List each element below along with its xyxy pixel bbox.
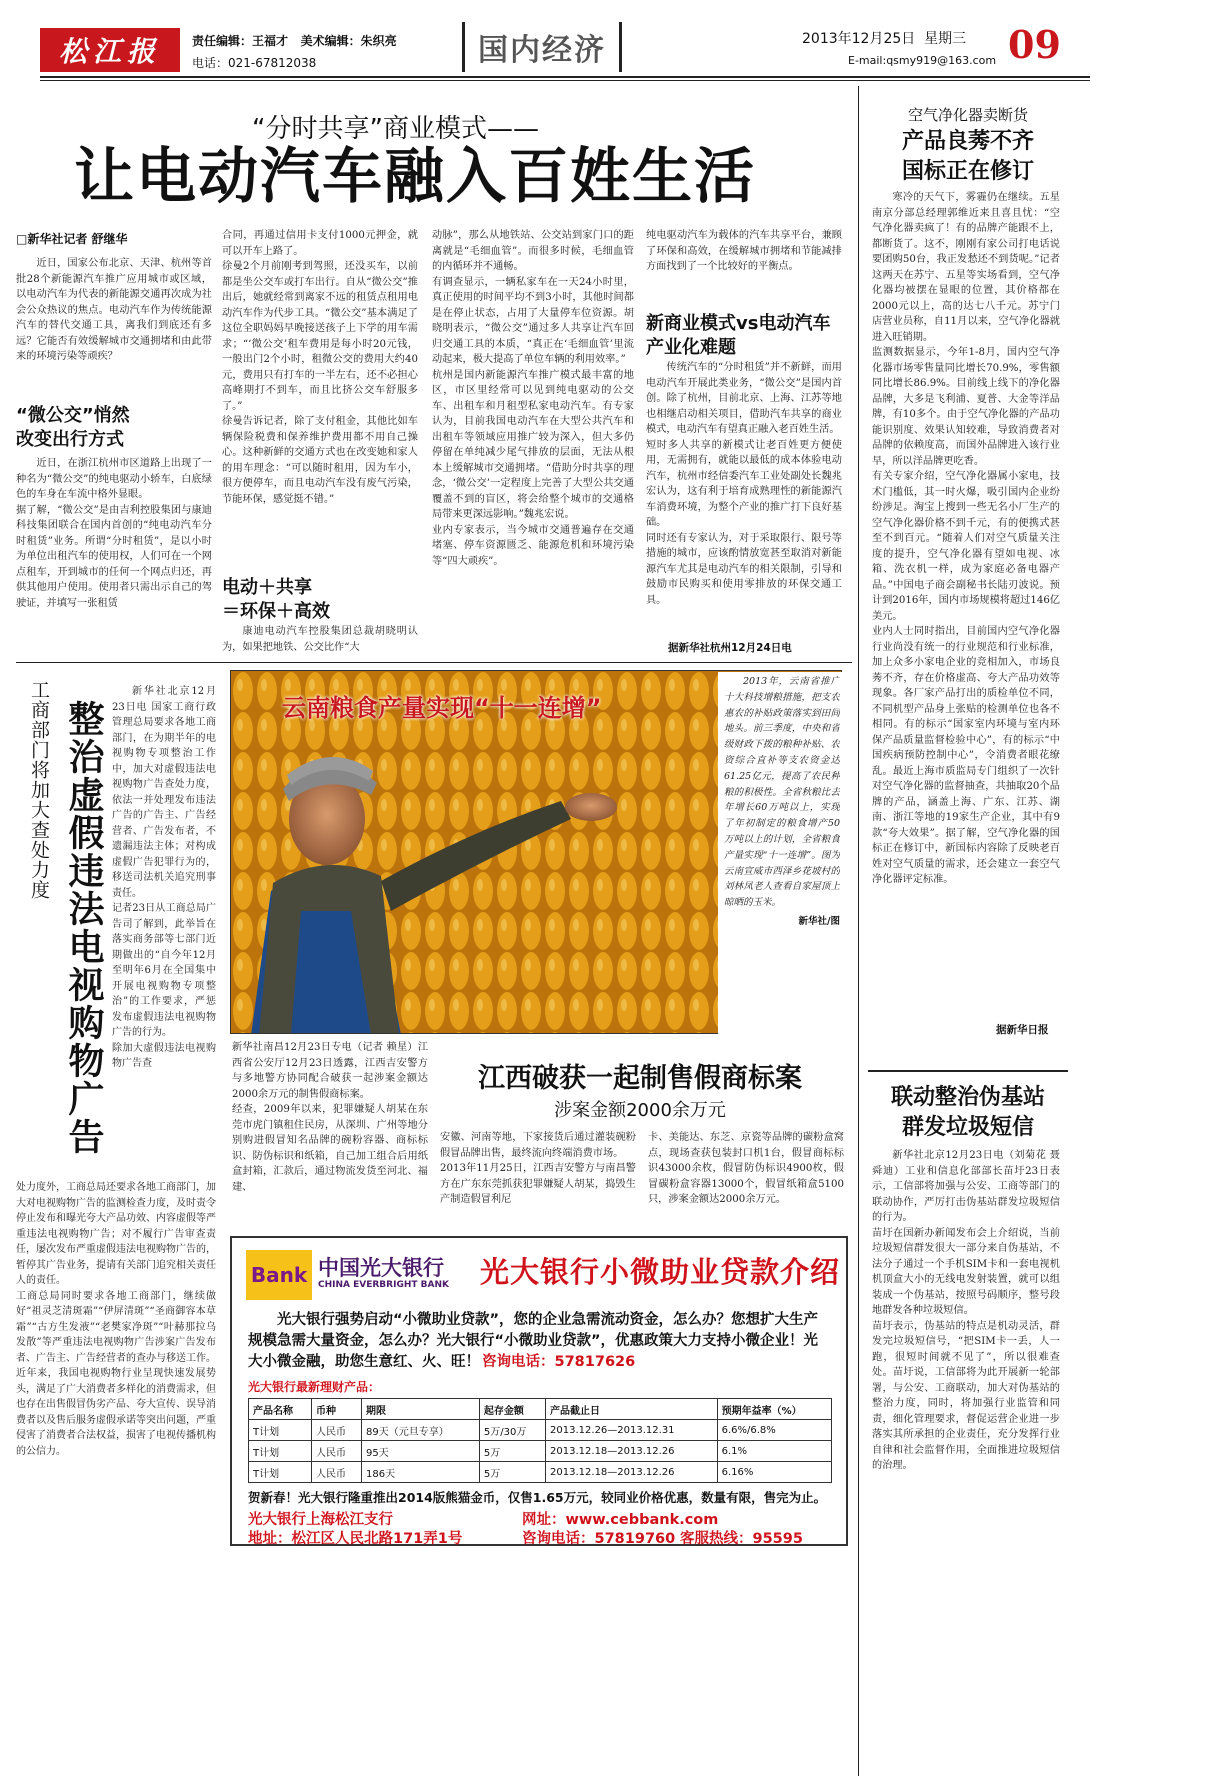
- main-headline: 让电动汽车融入百姓生活: [74, 142, 756, 212]
- photo-text: 2013年，云南省推广十大科技增粮措施，把支农惠农的补贴政策落实到田间地头。前三季度，中央和省级财政下拨的粮种补贴、农资综合直补等支农资金达61.25亿元，提高了农民种粮的积极性。全省秋粮比去年增长60万吨以上，实现了年初制定的粮食增产50万吨以上的计划，全省粮食产量实现“十一连增”。图为云南宣威市西泽乡花坡村的刘林凤老人查看自家屋顶上晾晒的玉米。: [724, 676, 840, 909]
- bank-logo: [246, 1250, 312, 1300]
- table-cell: 2013.12.18—2013.12.26: [546, 1441, 718, 1462]
- main-kicker: “分时共享”商业模式——: [252, 114, 539, 144]
- photo-textbox: [718, 672, 842, 1034]
- table-cell: 89天（元旦专享）: [362, 1420, 480, 1441]
- jx-title: 江西破获一起制售假商标案: [478, 1063, 802, 1094]
- jx-col1: 新华社南昌12月23日专电（记者 赖星）江西省公安厅12月23日透露，江西吉安警方与多地警方协同配合破获一起涉案金额达2000余万元的制售假商标案。 经查，2009年以来，犯罪嫌疑人胡某在东莞市虎门镇租住民房，从深圳、广州等地分别购进假冒知名品牌的碗粉容器、商标标识、防伪标识和纸箱，自己加工组合后用纸盒封箱，汇款后，通过物流发货至河北、福建、: [232, 1042, 428, 1193]
- main-col4b: 传统汽车的“分时租赁”并不新鲜，而用电动汽车开展此类业务，“微公交”是国内首创。除了杭州，目前北京、上海、江苏等地也相继启动相关项目，借助汽车共享的商业模式，电动汽车有望真正融入老百姓生活。 短时多人共享的新模式让老百姓更方便使用，无需拥有，就能以最低的成本体验电动汽车，杭州市经信委汽车工业处副处长魏兆宏认为，这有利于培育成熟理性的新能源汽车消费环境，为整个产业的推广打下良好基础。 同时还有专家认为，对于采取限行、限号等措施的城市，应该酌情放宽甚至取消对新能源汽车尤其是电动汽车的相关限制，引导和鼓励市民购买和使用零排放的环保交通工具。: [646, 362, 842, 606]
- tv-body: 新华社北京12月23日电 国家工商行政管理总局要求各地工商部门，在为期半年的电视购物专项整治工作中，加大对虚假违法电视购物广告查处力度，依法一并处理发布违法广告的广告主、广告经营者、广告发布者，不遗漏违法主体；对构成虚假广告犯罪行为的，移送司法机关追究刑事责任。 记者23日从工商总局广告司了解到，此举旨在落实商务部等七部门近期做出的“自今年12月至明年6月在全国集中开展电视购物专项整治”的工作要求，严惩发布虚假违法电视购物广告的行为。 除加大虚假违法电视购物广告查: [112, 686, 216, 1069]
- ad-phone: 咨询电话：57817626: [482, 1354, 636, 1370]
- table-cell: 2013.12.26—2013.12.31: [546, 1420, 718, 1441]
- table-cell: T计划: [249, 1420, 312, 1441]
- sub-heading-3: 新商业模式vs电动汽车 产业化难题: [646, 313, 831, 358]
- logo-text: 松江报: [58, 35, 161, 68]
- jx-col3: 卡、美能达、东芝、京瓷等品牌的碳粉盒窝点，现场查获包装封口机1台，假冒商标标识43000余枚，假冒防伪标识4900枚，假冒碳粉盒容器13000个，假冒纸箱盒5100只，涉案金额达2000余万元。: [648, 1132, 844, 1205]
- col-header: 产品截止日: [546, 1399, 718, 1420]
- table-cell: 人民币: [311, 1462, 361, 1483]
- section-title: [462, 22, 622, 72]
- main-dateline: 据新华社杭州12月24日电: [668, 642, 792, 654]
- ad-hotline: 客服热线：95595: [680, 1531, 803, 1547]
- table-cell: 人民币: [311, 1441, 361, 1462]
- table-cell: 6.1%: [717, 1441, 831, 1462]
- bank-ad: [230, 1236, 848, 1546]
- col-header: 币种: [311, 1399, 361, 1420]
- photo-credit: 新华社/图: [798, 915, 840, 927]
- table-cell: 人民币: [311, 1420, 361, 1441]
- sidebar2-title: 联动整治伪基站 群发垃圾短信: [890, 1084, 1045, 1140]
- col-header: 期限: [362, 1399, 480, 1420]
- jx-col2: 安徽、河南等地，下家接货后通过灌装碗粉假冒品牌出售，最终流向终端消费市场。 2013年11月25日，江西吉安警方与南昌警方在广东东莞抓获犯罪嫌疑人胡某，捣毁生产制造假冒利尼: [440, 1132, 636, 1205]
- sub-heading-2: 电动＋共享 ＝环保＋高效: [222, 577, 330, 622]
- table-row: [249, 1420, 832, 1441]
- tv-headline: 整治虚假违法电视购物广告: [63, 700, 104, 1156]
- product-table: [248, 1398, 832, 1483]
- table-row: [249, 1441, 832, 1462]
- editor-name: 责任编辑：王福才: [192, 34, 289, 48]
- col-header: 产品名称: [249, 1399, 312, 1420]
- col-header: 起存金额: [479, 1399, 545, 1420]
- masthead-rule: [40, 76, 1090, 78]
- page-number: 09: [1008, 22, 1061, 67]
- tv-vertical-kicker: 工商部门将加大查处力度: [28, 680, 50, 900]
- main-col2: 合同，再通过信用卡支付1000元押金，就可以开车上路了。 徐曼2个月前刚考到驾照，还没买车，以前都是坐公交车或打车出行。自从“微公交”推出后，她就经常到离家不远的租赁点租用电动汽车作为代步工具。“微公交”基本满足了这位全职妈妈早晚接送孩子上下学的用车需求；“‘微公交’租车费用是每小时20元钱，一般出门2个小时，租微公交的费用大约40元，费用只有打车的一半左右，还不必担心高峰期打不到车，而且比挤公交车舒服多了。” 徐曼告诉记者，除了支付租金，其他比如车辆保险税费和保养维护费用都不用自己操心。这种新鲜的交通方式也在改变她和家人的用车理念：“可以随时租用，因为车小，很方便停车，而且电动汽车没有废气污染，节能环保，感觉挺不错。”: [222, 230, 418, 505]
- sidebar1-title: 产品良莠不齐 国标正在修订: [901, 128, 1034, 184]
- table-cell: 2013.12.18—2013.12.26: [546, 1462, 718, 1483]
- sidebar-divider: [858, 86, 859, 1776]
- masthead-phone: 电话：021-67812038: [192, 56, 317, 70]
- bank-name-en: CHINA EVERBRIGHT BANK: [318, 1280, 449, 1290]
- ad-branch: 光大银行上海松江支行: [248, 1512, 393, 1528]
- masthead-email: E-mail:qsmy919@163.com: [848, 54, 997, 67]
- table-cell: 5万/30万: [479, 1420, 545, 1441]
- main-col1: 近日，国家公布北京、天津、杭州等首批28个新能源汽车推广应用城市或区域，以电动汽车为代表的新能源交通再次成为社会公众热议的焦点。电动汽车作为传统能源汽车的替代交通工具，离我们到底还有多远？它能否有效缓解城市交通拥堵和由此带来的环境污染等顽疾？: [16, 258, 212, 362]
- ad-intro: [248, 1310, 828, 1373]
- product-table-header: [249, 1399, 832, 1420]
- art-editor-name: 美术编辑：朱织亮: [300, 34, 397, 48]
- editor-line: [192, 32, 397, 49]
- issue-date: [802, 28, 966, 48]
- table-cell: 5万: [479, 1462, 545, 1483]
- col-header: 预期年益率（%）: [717, 1399, 831, 1420]
- tv-body2: 处力度外，工商总局还要求各地工商部门，加大对电视购物广告的监测检查力度，及时责令停止发布和曝光夸大产品功效、内容虚假等严重违法电视购物广告；对不履行广告审查责任，屡次发布严重虚假违法电视购物广告的，暂停其广告业务，提请有关部门追究相关责任人的责任。 工商总局同时要求各地工商部门，继续做好“祖灵芝清斑霜”“伊屏清斑”“圣商御容本草霜”“古方生发液”“老樊家净斑”“叶赫那拉乌发散”等严重违法电视购物广告涉案广告发布者、广告主、广告经营者的查办与移送工作。 近年来，我国电视购物行业呈现快速发展势头，满足了广大消费者多样化的消费需求，但也存在出售假冒伪劣产品、夸大宣传、误导消费者以及售后服务虚假承诺等突出问题，严重侵害了消费者合法权益，损害了电视传播机构的公信力。: [16, 1182, 216, 1457]
- ad-table-title: 光大银行最新理财产品：: [248, 1380, 381, 1394]
- jx-subtitle: 涉案金额2000余万元: [554, 1100, 726, 1121]
- main-byline: □新华社记者 舒继华: [16, 232, 128, 246]
- photo-caption: 云南粮食产量实现“十一连增”: [282, 694, 602, 722]
- table-cell: 95天: [362, 1441, 480, 1462]
- sidebar2-body: 新华社北京12月23日电（刘菊花 聂舜迪）工业和信息化部部长苗圩23日表示，工信部将加强与公安、工商等部门的联动协作，严厉打击伪基站群发垃圾短信的行为。 苗圩在国新办新闻发布会上介绍说，当前垃圾短信群发很大一部分来自伪基站，不法分子通过一个手机SIM卡和一套电视机机顶盒大小的无线电发射装置，就可以组装成一个伪基站，按照号码顺序，整号段地群发各种垃圾短信。 苗圩表示，伪基站的特点是机动灵活，群发完垃圾短信号，“把SIM卡一丢，人一跑，很短时间就不见了”，所以很难查处。苗圩说，工信部将为此开展新一轮部署，与公安、工商联动，加大对伪基站的整治力度，同时，将加强行业监管和同责，细化管理要求，督促运营企业进一步落实其所承担的企业责任，充分发挥行业自律和社会监督作用，全面推进垃圾短信的治理。: [872, 1150, 1060, 1471]
- sidebar1-kicker: 空气净化器卖断货: [907, 106, 1028, 124]
- table-cell: 6.16%: [717, 1462, 831, 1483]
- main-col3: 动脉”，那么从地铁站、公交站到家门口的距离就是“毛细血管”。而很多时候，毛细血管的内循环并不通畅。 有调查显示，一辆私家车在一天24小时里，真正使用的时间平均不到3小时，其他时间都是在停止状态，占用了大量停车位资源。胡晓明表示，“微公交”通过多人共享让汽车回归交通工具的本质，“真正在‘毛细血管’里流动起来，极大提高了单位车辆的利用效率。” 杭州是国内新能源汽车推广模式最丰富的地区，市区里经常可以见到纯电驱动的公交车、出租车和月租型私家电动汽车。有专家认为，目前我国电动汽车在大型公共汽车和出租车等领域应用推广较为深入，但大多仍停留在单纯减少尾气排放的层面，无法从根本上缓解城市交通拥堵。“借助分时共享的理念，‘微公交’一定程度上完善了大型公共交通覆盖不到的盲区，将会给整个城市的交通格局带来更深远影响。”魏兆宏说。 业内专家表示，当今城市交通普遍存在交通堵塞、停车资源匮乏、能源危机和环境污染等“四大顽疾”。: [432, 230, 634, 567]
- date-text: 2013年12月25日: [802, 31, 916, 47]
- ad-intro-text: 光大银行强势启动“小微助业贷款”，您的企业急需流动资金，怎么办？您想扩大生产规模急需大量资金，怎么办？光大银行“小微助业贷款”，优惠政策大力支持小微企业！光大小微金融，助您生意红、火、旺！: [248, 1312, 819, 1370]
- table-cell: 5万: [479, 1441, 545, 1462]
- table-cell: T计划: [249, 1441, 312, 1462]
- section-title-text: 国内经济: [478, 33, 606, 68]
- main-col2b: 康迪电动汽车控股集团总裁胡晓明认为，如果把地铁、公交比作“大: [222, 626, 418, 653]
- table-row: [249, 1462, 832, 1483]
- main-col4a: 纯电驱动汽车为载体的汽车共享平台，兼顾了环保和高效，在缓解城市拥堵和节能减排方面找到了一个比较好的平衡点。: [646, 230, 842, 272]
- ad-website: 网址：www.cebbank.com: [522, 1512, 719, 1528]
- masthead-logo: [40, 28, 180, 72]
- ad-title: 光大银行小微助业贷款介绍: [480, 1255, 841, 1289]
- ad-notice: 贺新春！光大银行隆重推出2014版熊猫金币，仅售1.65万元，较同业价格优惠，数量有限，售完为止。: [248, 1490, 827, 1505]
- table-cell: 6.6%/6.8%: [717, 1420, 831, 1441]
- table-cell: 186天: [362, 1462, 480, 1483]
- sub-heading-1: “微公交”悄然 改变出行方式: [16, 405, 130, 450]
- table-cell: T计划: [249, 1462, 312, 1483]
- sidebar1-dateline: 据新华日报: [996, 1024, 1049, 1036]
- sidebar1-body: 寒冷的天气下，雾霾仍在继续。五星南京分部总经理郭维近来且喜且忧：“空气净化器卖疯了！有的品牌产能跟不上，都断货了。这不，刚刚有家公司打电话说要团购50台，我正发愁还不到货呢。”记者这两天在苏宁、五星等实场看到，空气净化器均被摆在显眼的位置，其价格都在2000元以上，高的达七八千元。苏宁门店营业员称，自11月以来，空气净化器就进入旺销期。 监测数据显示，今年1-8月，国内空气净化器市场零售量同比增长70.9%，零售额同比增长86.9%。目前线上线下的净化器品牌，大多是飞利浦、夏普、大金等洋品牌，有10多个。由于空气净化器的产品功能识别度、效果认知较难，导致消费者对品牌的依赖度高，而国外品牌进入该行业早，所以洋品牌更吃香。 有关专家介绍，空气净化器属小家电，技术门槛低，其一时火爆，吸引国内企业纷纷涉足。淘宝上搜到一些无名小厂生产的空气净化器价格不到千元，有的便携式甚至不到百元。“随着人们对空气质量关注度的提升，空气净化器有望如电视、冰箱、洗衣机一样，成为家庭必备电器产品。”中国电子商会副秘书长陆刃波说。预计到2016年，国内市场规模将超过146亿美元。 业内人士同时指出，目前国内空气净化器行业尚没有统一的行业规范和行业标准，加上众多小家电企业的竞相加入，市场良莠不齐，存在价格虚高、夸大产品功效等现象。各厂家产品打出的质检单位不同，不同机型产品身上张贴的检测单位也各不相同。有的标示“国家室内环境与室内环保产品质量监督检验中心”，有的标示“中国疾病预防控制中心”，令消费者眼花缭乱。最近上海市质监局专门组织了一次针对空气净化器的监督抽查，共抽取20个品牌的产品，涵盖上海、广东、江苏、湖南、浙江等地的19家生产企业，其中有9款“夸大效果”。据了解，空气净化器的国标正在修订中，新国标内容除了反映老百姓对空气质量的需求，还会建立一套空气净化器评定标准。: [872, 192, 1060, 885]
- main-bottom-rule: [16, 662, 852, 663]
- main-col1b: 近日，在浙江杭州市区道路上出现了一种名为“微公交”的纯电驱动小轿车，白底绿色的车身在车流中格外显眼。 据了解，“微公交”是由吉利控股集团与康迪科技集团联合在国内首创的“纯电动汽车分时租赁”业务。所谓“分时租赁”，是以小时为单位出租汽车的使用权，人们可在一个网点租车，开到城市的任何一个网点归还，再供其他用户使用。使用者只需出示自己的驾驶证，并填写一张租赁: [16, 458, 212, 609]
- ad-address: 地址：松江区人民北路171弄1号: [248, 1531, 463, 1547]
- sidebar2-rule: [868, 1070, 1068, 1072]
- ad-phone2: 咨询电话：57819760: [522, 1531, 676, 1547]
- bank-logo-text: Bank: [250, 1263, 308, 1287]
- masthead-rule-thin: [40, 80, 1090, 81]
- bank-name-cn: 中国光大银行: [318, 1256, 444, 1280]
- weekday-text: 星期三: [924, 31, 967, 47]
